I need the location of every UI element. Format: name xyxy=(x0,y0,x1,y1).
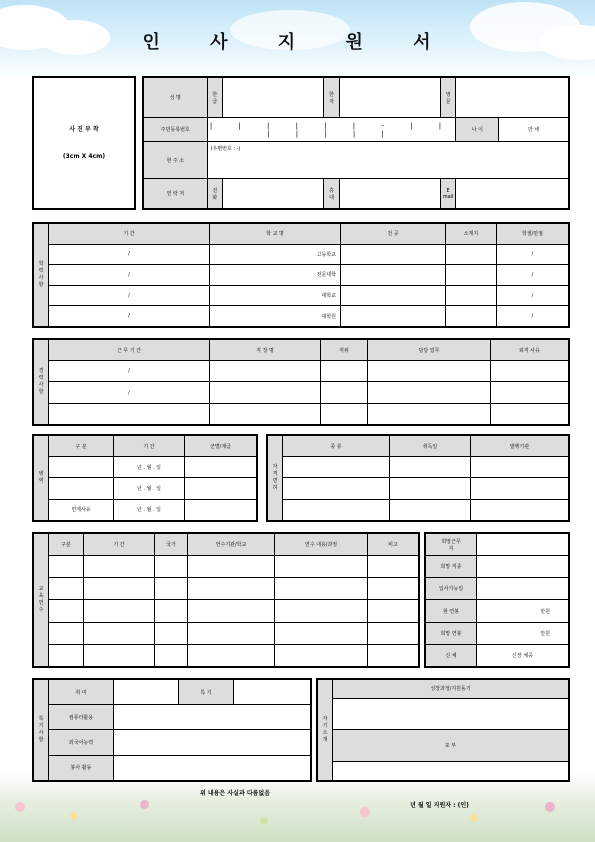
career-header-period: 근 무 기 간 xyxy=(49,339,210,361)
career-period[interactable]: / xyxy=(49,382,210,403)
skills-section-label: 특 기 사 항 xyxy=(33,679,49,781)
education-header-school: 학 교 명 xyxy=(210,223,341,244)
education-school[interactable]: 고등학교 xyxy=(210,244,341,265)
license-issuer[interactable] xyxy=(471,478,570,499)
hobby-label: 취 미 xyxy=(49,679,114,705)
table-row xyxy=(33,499,257,521)
age-field[interactable]: 만 세 xyxy=(499,118,569,142)
flower-decoration xyxy=(260,817,268,825)
career-header-reason: 퇴직 사유 xyxy=(491,339,570,361)
training-cell[interactable] xyxy=(84,644,155,667)
career-position[interactable] xyxy=(321,361,368,382)
table-row xyxy=(267,499,569,521)
education-period[interactable]: / xyxy=(49,285,210,306)
education-grade[interactable]: / xyxy=(497,306,570,327)
education-school[interactable]: 대학원 xyxy=(210,306,341,327)
name-chinese-field[interactable] xyxy=(339,77,440,118)
training-cell[interactable] xyxy=(49,578,84,600)
training-cell[interactable] xyxy=(368,578,420,600)
training-cell[interactable] xyxy=(155,556,188,578)
career-section-label: 경 력 사 항 xyxy=(33,339,49,425)
table-row xyxy=(33,285,569,306)
military-rank[interactable] xyxy=(185,457,258,478)
military-rank[interactable] xyxy=(185,499,258,521)
training-header-type: 구분 xyxy=(49,533,84,556)
military-period[interactable]: 년 . 월 . 일 xyxy=(114,499,185,521)
education-table xyxy=(32,222,570,328)
training-cell[interactable] xyxy=(49,600,84,622)
rrn-field[interactable]: | | | | | | - | | | | | | | xyxy=(207,118,456,142)
training-cell[interactable] xyxy=(188,578,275,600)
training-section-label: 교 육 연 수 xyxy=(33,533,49,667)
training-cell[interactable] xyxy=(49,644,84,667)
photo-size: (3cm X 4cm) xyxy=(62,153,106,160)
table-row xyxy=(33,556,419,578)
training-cell[interactable] xyxy=(84,622,155,644)
table-row xyxy=(33,578,419,600)
training-cell[interactable] xyxy=(368,556,420,578)
language-skill-field[interactable] xyxy=(114,730,312,755)
age-label: 나 이 xyxy=(456,118,499,142)
current-salary-field[interactable]: 만원 xyxy=(477,600,570,622)
license-header-type: 종 류 xyxy=(283,435,390,457)
flower-decoration xyxy=(470,814,478,822)
mobile-label: 휴 대 xyxy=(324,179,340,209)
education-period[interactable]: / xyxy=(49,306,210,327)
military-period[interactable]: 년 . 월 . 일 xyxy=(114,457,185,478)
education-period[interactable]: / xyxy=(49,265,210,286)
license-date[interactable] xyxy=(390,478,471,499)
career-company[interactable] xyxy=(210,403,321,425)
education-grade[interactable]: / xyxy=(497,265,570,286)
license-type[interactable] xyxy=(283,478,390,499)
photo-box[interactable] xyxy=(32,76,136,210)
tel-field[interactable] xyxy=(223,179,324,209)
skills-table xyxy=(32,678,312,782)
education-school[interactable]: 대학교 xyxy=(210,285,341,306)
contact-label: 연 락 처 xyxy=(143,179,207,209)
growth-motivation-field[interactable] xyxy=(333,698,570,730)
career-company[interactable] xyxy=(210,382,321,403)
name-hangul-label: 한 글 xyxy=(207,77,223,118)
address-field[interactable]: (우편번호 : -) xyxy=(207,142,569,179)
career-header-company: 직 장 명 xyxy=(210,339,321,361)
table-row xyxy=(267,478,569,499)
training-cell[interactable] xyxy=(155,578,188,600)
career-header-position: 직위 xyxy=(321,339,368,361)
training-cell[interactable] xyxy=(188,556,275,578)
career-duty[interactable] xyxy=(368,403,491,425)
training-cell[interactable] xyxy=(188,600,275,622)
name-label: 성 명 xyxy=(143,77,207,118)
license-date[interactable] xyxy=(390,457,471,478)
rrn-dash: - xyxy=(381,121,396,130)
education-header-location: 소재지 xyxy=(446,223,497,244)
email-field[interactable] xyxy=(456,179,569,209)
meadow-background xyxy=(0,772,595,842)
career-reason[interactable] xyxy=(491,361,570,382)
aspiration-field[interactable] xyxy=(333,762,570,781)
training-table xyxy=(32,532,420,668)
name-chinese-label: 한 자 xyxy=(324,77,340,118)
education-location[interactable] xyxy=(446,306,497,327)
education-major[interactable] xyxy=(341,244,446,265)
flower-decoration xyxy=(140,800,149,809)
training-header-institution: 연수기관/학교 xyxy=(188,533,275,556)
training-cell[interactable] xyxy=(275,644,368,667)
career-duty[interactable] xyxy=(368,382,491,403)
specialty-field[interactable] xyxy=(234,679,312,705)
name-english-field[interactable] xyxy=(456,77,569,118)
license-section-label: 자 격 면 허 xyxy=(267,435,283,521)
training-header-country: 국가 xyxy=(155,533,188,556)
flower-decoration xyxy=(15,802,25,812)
military-period[interactable]: 년 . 월 . 일 xyxy=(114,478,185,499)
training-cell[interactable] xyxy=(188,622,275,644)
career-reason[interactable] xyxy=(491,382,570,403)
education-header-period: 기 간 xyxy=(49,223,210,244)
name-hangul-field[interactable] xyxy=(223,77,324,118)
license-header-issuer: 발행기관 xyxy=(471,435,570,457)
table-row xyxy=(33,361,569,382)
military-type[interactable]: 면제사유 xyxy=(49,499,114,521)
training-cell[interactable] xyxy=(275,600,368,622)
hobby-field[interactable] xyxy=(114,679,179,705)
military-rank[interactable] xyxy=(185,478,258,499)
footer-signature: 년 월 일 지원자 : (인) xyxy=(410,802,469,809)
self-intro-table xyxy=(316,678,570,782)
specialty-label: 특 기 xyxy=(179,679,234,705)
education-school[interactable]: 전문대학 xyxy=(210,265,341,286)
military-header-type: 구 분 xyxy=(49,435,114,457)
desired-salary-label: 희망 연봉 xyxy=(425,622,477,644)
body-label: 신 체 xyxy=(425,644,477,667)
training-cell[interactable] xyxy=(155,600,188,622)
desired-job-label: 희망 직종 xyxy=(425,556,477,578)
career-company[interactable] xyxy=(210,361,321,382)
training-cell[interactable] xyxy=(155,622,188,644)
military-type[interactable] xyxy=(49,478,114,499)
education-major[interactable] xyxy=(341,285,446,306)
license-issuer[interactable] xyxy=(471,499,570,521)
education-location[interactable] xyxy=(446,244,497,265)
education-location[interactable] xyxy=(446,285,497,306)
education-major[interactable] xyxy=(341,265,446,286)
training-cell[interactable] xyxy=(49,556,84,578)
license-header-date: 취득일 xyxy=(390,435,471,457)
footer-statement: 위 내용은 사실과 다름없음 xyxy=(200,790,271,797)
desired-job-field[interactable] xyxy=(477,556,570,578)
self-intro-section-label: 자 기 소 개 xyxy=(317,679,333,781)
start-date-label: 입사가능일 xyxy=(425,578,477,600)
license-date[interactable] xyxy=(390,499,471,521)
career-period[interactable]: / xyxy=(49,361,210,382)
table-row xyxy=(33,382,569,403)
volunteer-label: 봉사 활동 xyxy=(49,755,114,781)
page-title: 인 사 지 원 서 xyxy=(142,32,453,53)
table-row xyxy=(33,403,569,425)
table-row xyxy=(33,244,569,265)
rrn-label: 주민등록번호 xyxy=(143,118,207,142)
training-header-period: 기 간 xyxy=(84,533,155,556)
current-salary-label: 현 연봉 xyxy=(425,600,477,622)
table-row xyxy=(33,265,569,286)
training-cell[interactable] xyxy=(84,600,155,622)
body-field[interactable]: 신장 체중 xyxy=(477,644,570,667)
education-section-label: 학 력 사 항 xyxy=(33,223,49,327)
education-location[interactable] xyxy=(446,265,497,286)
table-row xyxy=(33,600,419,622)
military-table xyxy=(32,434,258,522)
growth-motivation-header: 성장과정/지원동기 xyxy=(333,679,570,698)
career-position[interactable] xyxy=(321,382,368,403)
training-cell[interactable] xyxy=(275,578,368,600)
desired-conditions-table xyxy=(424,532,570,668)
license-type[interactable] xyxy=(283,457,390,478)
education-period[interactable]: / xyxy=(49,244,210,265)
license-table xyxy=(266,434,570,522)
training-cell[interactable] xyxy=(275,556,368,578)
email-label: E mail xyxy=(440,179,456,209)
desired-location-field[interactable] xyxy=(477,533,570,556)
table-row xyxy=(33,622,419,644)
address-label: 현 주 소 xyxy=(143,142,207,179)
military-header-period: 기 간 xyxy=(114,435,185,457)
flower-decoration xyxy=(545,802,555,812)
training-header-note: 비고 xyxy=(368,533,420,556)
training-cell[interactable] xyxy=(368,644,420,667)
tel-label: 전 화 xyxy=(207,179,223,209)
education-header-major: 전 공 xyxy=(341,223,446,244)
table-row xyxy=(33,306,569,327)
education-header-grade: 학점/만점 xyxy=(497,223,570,244)
computer-skill-label: 컴퓨터활용 xyxy=(49,705,114,730)
flower-decoration xyxy=(70,812,78,820)
training-cell[interactable] xyxy=(84,556,155,578)
computer-skill-field[interactable] xyxy=(114,705,312,730)
training-cell[interactable] xyxy=(368,622,420,644)
training-cell[interactable] xyxy=(188,644,275,667)
desired-location-label: 희망근무 지 xyxy=(425,533,477,556)
table-row xyxy=(33,644,419,667)
table-row xyxy=(267,457,569,478)
volunteer-field[interactable] xyxy=(114,755,312,781)
license-issuer[interactable] xyxy=(471,457,570,478)
table-row xyxy=(33,457,257,478)
career-position[interactable] xyxy=(321,403,368,425)
career-reason[interactable] xyxy=(491,403,570,425)
military-type[interactable] xyxy=(49,457,114,478)
education-major[interactable] xyxy=(341,306,446,327)
career-duty[interactable] xyxy=(368,361,491,382)
photo-label: 사 진 부 착 xyxy=(69,126,99,133)
training-cell[interactable] xyxy=(275,622,368,644)
education-grade[interactable]: / xyxy=(497,285,570,306)
military-header-rank: 군별/계급 xyxy=(185,435,258,457)
career-header-duty: 담당 업무 xyxy=(368,339,491,361)
training-cell[interactable] xyxy=(368,600,420,622)
start-date-field[interactable] xyxy=(477,578,570,600)
personal-info-table xyxy=(142,76,570,210)
license-type[interactable] xyxy=(283,499,390,521)
table-row xyxy=(33,478,257,499)
training-header-content: 연수 내용/과정 xyxy=(275,533,368,556)
language-skill-label: 외국어능력 xyxy=(49,730,114,755)
training-cell[interactable] xyxy=(84,578,155,600)
mobile-field[interactable] xyxy=(339,179,440,209)
career-period[interactable] xyxy=(49,403,210,425)
training-cell[interactable] xyxy=(155,644,188,667)
name-english-label: 영 문 xyxy=(440,77,456,118)
education-grade[interactable]: / xyxy=(497,244,570,265)
training-cell[interactable] xyxy=(49,622,84,644)
flower-decoration xyxy=(360,807,370,817)
aspiration-header: 포 부 xyxy=(333,730,570,762)
military-section-label: 병 역 xyxy=(33,435,49,521)
career-table xyxy=(32,338,570,426)
desired-salary-field[interactable]: 만원 xyxy=(477,622,570,644)
